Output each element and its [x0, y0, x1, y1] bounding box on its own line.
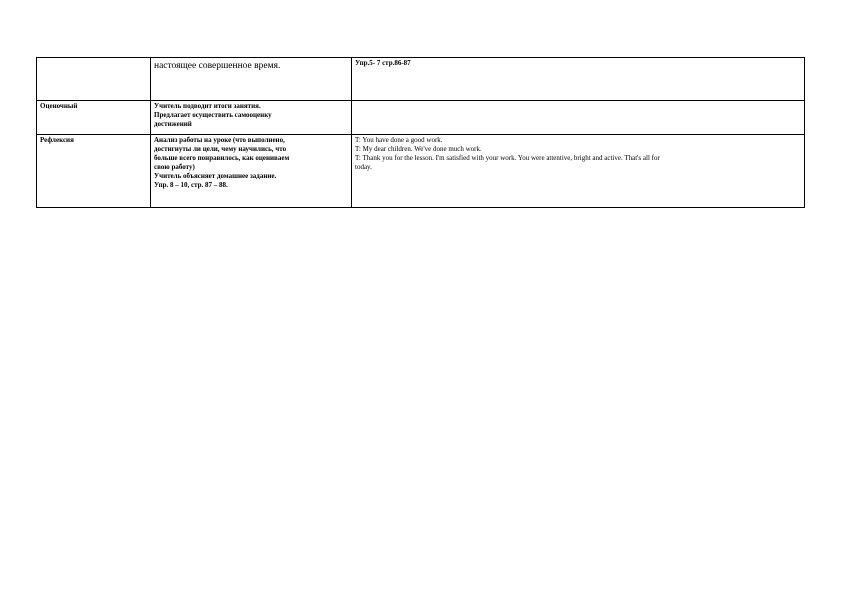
- teacher-activity-cell: [151, 58, 352, 101]
- dialogue-line: T: My dear children. We've done much work.: [355, 145, 482, 153]
- table-row: [37, 101, 805, 135]
- teacher-activity-cell: [151, 135, 352, 208]
- stage-label: Рефлексия: [40, 136, 74, 144]
- lesson-plan-table: [36, 57, 805, 208]
- stage-label: [40, 58, 148, 59]
- teacher-activity-line: Учитель объясняет домашнее задание.: [154, 172, 277, 180]
- teacher-activity-cell: [151, 101, 352, 135]
- dialogue-line: T: You have done a good work.: [355, 136, 443, 144]
- table-row: [37, 58, 805, 101]
- teacher-activity-text: настоящее совершенное время.: [154, 61, 281, 71]
- stage-label: Оценочный: [40, 102, 78, 110]
- stage-cell: [37, 135, 151, 208]
- content-cell: [352, 101, 805, 135]
- table-row: [37, 135, 805, 208]
- teacher-activity-line: свою работу): [154, 163, 195, 171]
- exercise-reference: Упр.5- 7 стр.86-87: [355, 59, 411, 67]
- dialogue-line: today.: [355, 163, 372, 171]
- content-cell: [352, 58, 805, 101]
- dialogue-line: T: Thank you for the lesson. I'm satisfied with your work. You were attentive, bright and active. That's all for: [355, 154, 660, 162]
- teacher-activity-line: Учитель подводит итоги занятия.: [154, 102, 261, 110]
- teacher-activity-line: достигнуты ли цели, чему научились, что: [154, 145, 287, 153]
- stage-cell: [37, 58, 151, 101]
- teacher-activity-line: больше всего понравилось, как оцениваем: [154, 154, 290, 162]
- teacher-activity-line: Упр. 8 – 10, стр. 87 – 88.: [154, 181, 228, 189]
- stage-cell: [37, 101, 151, 135]
- content-cell: [352, 135, 805, 208]
- teacher-activity-line: Анализ работы на уроке (что выполнено,: [154, 136, 285, 144]
- teacher-activity-line: Предлагает осуществить самооценку: [154, 111, 272, 119]
- teacher-activity-line: достижений: [154, 120, 192, 128]
